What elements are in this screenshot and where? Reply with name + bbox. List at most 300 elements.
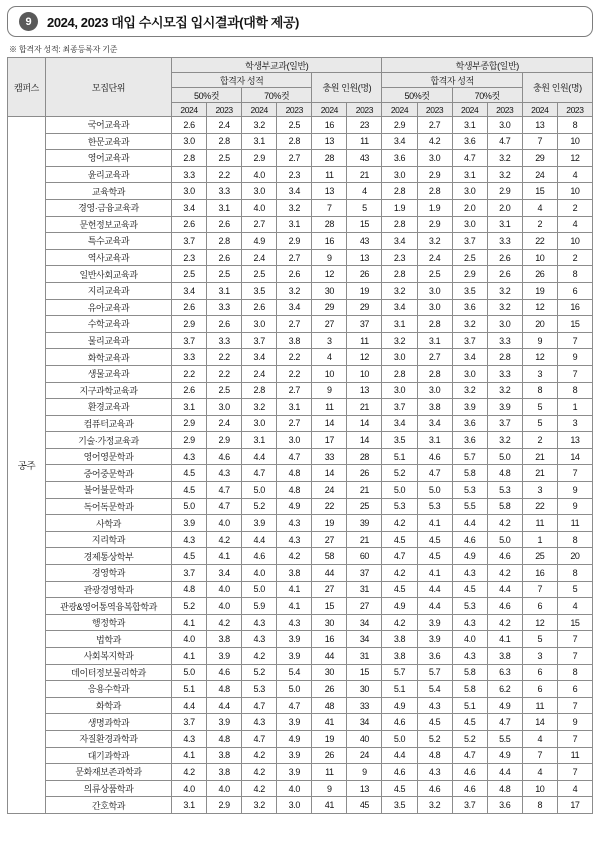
value-cell: 7 [557, 648, 592, 665]
value-cell: 3.2 [487, 166, 522, 183]
value-cell: 3.0 [242, 183, 277, 200]
value-cell: 11 [557, 747, 592, 764]
value-cell: 26 [347, 465, 382, 482]
value-cell: 2.9 [277, 233, 312, 250]
value-cell: 4.8 [487, 780, 522, 797]
value-cell: 21 [522, 448, 557, 465]
col-header-unit: 모집단위 [46, 58, 172, 117]
value-cell: 3.1 [207, 282, 242, 299]
value-cell: 3.0 [207, 399, 242, 416]
value-cell: 15 [557, 316, 592, 333]
value-cell: 2.2 [207, 166, 242, 183]
value-cell: 2.6 [207, 249, 242, 266]
value-cell: 15 [557, 614, 592, 631]
value-cell: 9 [557, 349, 592, 366]
value-cell: 11 [347, 133, 382, 150]
value-cell: 3.4 [382, 415, 417, 432]
value-cell: 1.9 [417, 199, 452, 216]
chungwon-header-jonghap: 충원 인원(명) [522, 73, 592, 103]
value-cell: 8 [557, 565, 592, 582]
value-cell: 10 [557, 233, 592, 250]
table-row [8, 648, 593, 665]
value-cell: 6.2 [487, 681, 522, 698]
value-cell: 39 [347, 515, 382, 532]
value-cell: 4.7 [207, 498, 242, 515]
value-cell: 4 [347, 183, 382, 200]
value-cell: 3.4 [382, 233, 417, 250]
table-row [8, 199, 593, 216]
unit-name: 간호학과 [46, 797, 172, 814]
value-cell: 3.5 [452, 282, 487, 299]
table-row [8, 581, 593, 598]
table-row [8, 747, 593, 764]
unit-name: 지구과학교육과 [46, 382, 172, 399]
value-cell: 3.6 [487, 797, 522, 814]
value-cell: 2.3 [382, 249, 417, 266]
value-cell: 4.2 [487, 565, 522, 582]
value-cell: 4.5 [172, 482, 207, 499]
value-cell: 2.8 [487, 349, 522, 366]
value-cell: 4.3 [242, 631, 277, 648]
value-cell: 7 [557, 465, 592, 482]
value-cell: 4.4 [417, 598, 452, 615]
unit-name: 수학교육과 [46, 316, 172, 333]
value-cell: 2.7 [277, 382, 312, 399]
value-cell: 2.2 [277, 349, 312, 366]
year-header: 2023 [207, 103, 242, 117]
value-cell: 2.9 [172, 432, 207, 449]
value-cell: 2.9 [207, 797, 242, 814]
value-cell: 3.0 [487, 117, 522, 134]
value-cell: 3.0 [172, 183, 207, 200]
table-row [8, 382, 593, 399]
value-cell: 3.6 [452, 299, 487, 316]
value-cell: 13 [557, 432, 592, 449]
unit-name: 의류상품학과 [46, 780, 172, 797]
value-cell: 5.3 [452, 482, 487, 499]
table-row [8, 664, 593, 681]
value-cell: 2.2 [277, 365, 312, 382]
value-cell: 3.2 [487, 282, 522, 299]
value-cell: 4 [557, 216, 592, 233]
value-cell: 27 [347, 598, 382, 615]
value-cell: 13 [347, 780, 382, 797]
value-cell: 4.3 [242, 714, 277, 731]
value-cell: 11 [312, 166, 347, 183]
table-row [8, 598, 593, 615]
value-cell: 7 [557, 365, 592, 382]
value-cell: 4.2 [382, 565, 417, 582]
value-cell: 4.6 [207, 664, 242, 681]
value-cell: 2.4 [417, 249, 452, 266]
value-cell: 2.6 [277, 266, 312, 283]
value-cell: 8 [557, 266, 592, 283]
table-row [8, 730, 593, 747]
unit-name: 대기과학과 [46, 747, 172, 764]
value-cell: 4.5 [452, 714, 487, 731]
value-cell: 3.0 [417, 150, 452, 167]
year-header: 2024 [382, 103, 417, 117]
unit-name: 국어교육과 [46, 117, 172, 134]
value-cell: 28 [312, 216, 347, 233]
value-cell: 3.1 [452, 166, 487, 183]
value-cell: 29 [347, 299, 382, 316]
year-header: 2024 [172, 103, 207, 117]
value-cell: 2.8 [417, 365, 452, 382]
value-cell: 14 [347, 432, 382, 449]
unit-name: 특수교육과 [46, 233, 172, 250]
table-row [8, 183, 593, 200]
value-cell: 2.5 [207, 382, 242, 399]
group-header-jonghap: 학생부종합(일반) [382, 58, 593, 73]
value-cell: 9 [312, 780, 347, 797]
table-row [8, 282, 593, 299]
unit-name: 지리교육과 [46, 282, 172, 299]
value-cell: 3.3 [487, 233, 522, 250]
value-cell: 3.9 [417, 631, 452, 648]
value-cell: 3.9 [277, 764, 312, 781]
value-cell: 4 [522, 764, 557, 781]
value-cell: 4.4 [487, 764, 522, 781]
value-cell: 9 [522, 332, 557, 349]
unit-name: 영어교육과 [46, 150, 172, 167]
value-cell: 3.8 [277, 565, 312, 582]
cut70-header-jonghap: 70%컷 [452, 88, 522, 103]
value-cell: 4.0 [207, 598, 242, 615]
value-cell: 4.7 [242, 730, 277, 747]
value-cell: 2.7 [242, 216, 277, 233]
unit-name: 사학과 [46, 515, 172, 532]
year-header: 2024 [312, 103, 347, 117]
value-cell: 22 [312, 498, 347, 515]
value-cell: 4.2 [172, 764, 207, 781]
value-cell: 4.8 [277, 465, 312, 482]
value-cell: 4.2 [242, 648, 277, 665]
value-cell: 3.0 [382, 349, 417, 366]
unit-name: 생물교육과 [46, 365, 172, 382]
value-cell: 58 [312, 548, 347, 565]
value-cell: 3.7 [242, 332, 277, 349]
value-cell: 8 [557, 382, 592, 399]
value-cell: 2.7 [277, 415, 312, 432]
value-cell: 4.4 [242, 531, 277, 548]
value-cell: 5 [522, 415, 557, 432]
unit-name: 독어독문학과 [46, 498, 172, 515]
value-cell: 4.5 [417, 531, 452, 548]
value-cell: 4.5 [382, 780, 417, 797]
value-cell: 5 [522, 631, 557, 648]
value-cell: 5.0 [382, 482, 417, 499]
value-cell: 13 [347, 382, 382, 399]
chungwon-header-gyogwa: 충원 인원(명) [312, 73, 382, 103]
value-cell: 5.0 [172, 498, 207, 515]
value-cell: 6 [522, 681, 557, 698]
value-cell: 9 [312, 382, 347, 399]
value-cell: 6 [522, 664, 557, 681]
value-cell: 33 [312, 448, 347, 465]
value-cell: 2.9 [382, 117, 417, 134]
value-cell: 2 [522, 216, 557, 233]
value-cell: 5.2 [382, 465, 417, 482]
value-cell: 5.0 [277, 681, 312, 698]
value-cell: 21 [347, 399, 382, 416]
value-cell: 3.9 [207, 648, 242, 665]
value-cell: 19 [522, 282, 557, 299]
value-cell: 3.6 [452, 133, 487, 150]
value-cell: 3.7 [172, 233, 207, 250]
table-row [8, 133, 593, 150]
table-row [8, 482, 593, 499]
value-cell: 3.4 [277, 183, 312, 200]
value-cell: 3.0 [417, 299, 452, 316]
value-cell: 34 [347, 714, 382, 731]
value-cell: 3.2 [452, 316, 487, 333]
value-cell: 4.1 [172, 648, 207, 665]
value-cell: 4.9 [452, 548, 487, 565]
value-cell: 4.6 [417, 780, 452, 797]
value-cell: 3.4 [277, 299, 312, 316]
value-cell: 3.4 [382, 133, 417, 150]
value-cell: 4.7 [452, 150, 487, 167]
value-cell: 2.7 [417, 349, 452, 366]
value-cell: 4.5 [452, 581, 487, 598]
value-cell: 4.0 [207, 515, 242, 532]
value-cell: 2.7 [277, 150, 312, 167]
value-cell: 4 [557, 598, 592, 615]
value-cell: 3.1 [277, 216, 312, 233]
value-cell: 44 [312, 565, 347, 582]
unit-name: 환경교육과 [46, 399, 172, 416]
unit-name: 문화재보존과학과 [46, 764, 172, 781]
value-cell: 3.7 [172, 332, 207, 349]
value-cell: 4.8 [277, 482, 312, 499]
value-cell: 3.4 [382, 299, 417, 316]
value-cell: 7 [522, 133, 557, 150]
unit-name: 자질환경과학과 [46, 730, 172, 747]
value-cell: 4.6 [382, 764, 417, 781]
value-cell: 3.0 [242, 415, 277, 432]
unit-name: 중어중문학과 [46, 465, 172, 482]
value-cell: 12 [522, 349, 557, 366]
value-cell: 24 [312, 482, 347, 499]
table-row [8, 332, 593, 349]
value-cell: 5 [557, 581, 592, 598]
value-cell: 41 [312, 797, 347, 814]
value-cell: 45 [347, 797, 382, 814]
value-cell: 2.8 [207, 233, 242, 250]
value-cell: 3.0 [382, 382, 417, 399]
table-row [8, 266, 593, 283]
value-cell: 4.5 [417, 714, 452, 731]
score-header-jonghap: 합격자 성적 [382, 73, 522, 88]
table-header [8, 58, 593, 117]
value-cell: 4.2 [487, 614, 522, 631]
value-cell: 2.9 [487, 183, 522, 200]
value-cell: 9 [557, 498, 592, 515]
value-cell: 4.3 [172, 730, 207, 747]
value-cell: 3.1 [382, 316, 417, 333]
year-header: 2023 [417, 103, 452, 117]
value-cell: 17 [557, 797, 592, 814]
value-cell: 2 [557, 249, 592, 266]
value-cell: 14 [312, 415, 347, 432]
unit-name: 화학과 [46, 697, 172, 714]
value-cell: 4 [557, 780, 592, 797]
value-cell: 5.2 [452, 730, 487, 747]
value-cell: 3.1 [242, 432, 277, 449]
value-cell: 3.2 [277, 199, 312, 216]
value-cell: 3 [522, 482, 557, 499]
unit-name: 생명과학과 [46, 714, 172, 731]
value-cell: 34 [347, 631, 382, 648]
value-cell: 5.3 [452, 598, 487, 615]
value-cell: 2.9 [172, 316, 207, 333]
value-cell: 3.0 [172, 133, 207, 150]
value-cell: 3.9 [452, 399, 487, 416]
value-cell: 4 [522, 730, 557, 747]
value-cell: 28 [347, 448, 382, 465]
value-cell: 4.7 [417, 465, 452, 482]
group-header-gyogwa: 학생부교과(일반) [172, 58, 382, 73]
value-cell: 3.7 [172, 714, 207, 731]
value-cell: 20 [522, 316, 557, 333]
value-cell: 2.8 [382, 183, 417, 200]
value-cell: 6 [557, 681, 592, 698]
table-row [8, 365, 593, 382]
admission-results-table [7, 57, 593, 814]
value-cell: 4.3 [417, 697, 452, 714]
table-row [8, 249, 593, 266]
value-cell: 5.8 [487, 498, 522, 515]
value-cell: 4 [557, 166, 592, 183]
section-number-badge: 9 [19, 12, 38, 31]
value-cell: 4.6 [417, 448, 452, 465]
value-cell: 3.7 [452, 797, 487, 814]
value-cell: 1 [557, 399, 592, 416]
value-cell: 2.6 [242, 299, 277, 316]
table-row [8, 216, 593, 233]
unit-name: 역사교육과 [46, 249, 172, 266]
value-cell: 5.3 [417, 498, 452, 515]
value-cell: 19 [347, 282, 382, 299]
value-cell: 4.9 [487, 747, 522, 764]
value-cell: 2.5 [417, 266, 452, 283]
unit-name: 관광경영학과 [46, 581, 172, 598]
value-cell: 27 [312, 531, 347, 548]
value-cell: 15 [312, 598, 347, 615]
value-cell: 2.6 [172, 216, 207, 233]
value-cell: 3.1 [277, 399, 312, 416]
value-cell: 15 [347, 216, 382, 233]
value-cell: 4.8 [487, 465, 522, 482]
value-cell: 44 [312, 648, 347, 665]
value-cell: 28 [312, 150, 347, 167]
value-cell: 2.9 [417, 166, 452, 183]
cut50-header-gyogwa: 50%컷 [172, 88, 242, 103]
value-cell: 11 [312, 764, 347, 781]
value-cell: 27 [312, 581, 347, 598]
value-cell: 2.8 [417, 183, 452, 200]
value-cell: 5.3 [242, 681, 277, 698]
unit-name: 윤리교육과 [46, 166, 172, 183]
value-cell: 8 [557, 117, 592, 134]
value-cell: 4.2 [242, 780, 277, 797]
value-cell: 3.4 [172, 199, 207, 216]
value-cell: 2 [522, 432, 557, 449]
table-row [8, 714, 593, 731]
value-cell: 3 [312, 332, 347, 349]
value-cell: 4.3 [172, 531, 207, 548]
value-cell: 4.2 [382, 614, 417, 631]
value-cell: 4.2 [207, 614, 242, 631]
value-cell: 3.1 [417, 332, 452, 349]
value-cell: 3.9 [277, 648, 312, 665]
value-cell: 4.3 [277, 531, 312, 548]
value-cell: 4.5 [382, 531, 417, 548]
value-cell: 10 [522, 780, 557, 797]
value-cell: 2.5 [452, 249, 487, 266]
value-cell: 29 [312, 299, 347, 316]
value-cell: 6 [557, 282, 592, 299]
value-cell: 4.6 [452, 780, 487, 797]
value-cell: 3.3 [487, 365, 522, 382]
value-cell: 26 [312, 681, 347, 698]
value-cell: 4 [522, 199, 557, 216]
value-cell: 11 [312, 399, 347, 416]
value-cell: 15 [347, 664, 382, 681]
value-cell: 4.1 [277, 598, 312, 615]
value-cell: 3.2 [242, 797, 277, 814]
value-cell: 14 [557, 448, 592, 465]
unit-name: 일반사회교육과 [46, 266, 172, 283]
value-cell: 23 [347, 117, 382, 134]
unit-name: 교육학과 [46, 183, 172, 200]
value-cell: 4.2 [382, 515, 417, 532]
value-cell: 6.3 [487, 664, 522, 681]
value-cell: 12 [347, 349, 382, 366]
value-cell: 4.3 [242, 614, 277, 631]
value-cell: 4.9 [382, 598, 417, 615]
value-cell: 3.3 [172, 166, 207, 183]
value-cell: 3.0 [417, 282, 452, 299]
value-cell: 4.9 [242, 233, 277, 250]
value-cell: 3.6 [452, 432, 487, 449]
value-cell: 3.0 [417, 382, 452, 399]
unit-name: 사회복지학과 [46, 648, 172, 665]
value-cell: 4.6 [382, 714, 417, 731]
value-cell: 2.6 [487, 266, 522, 283]
value-cell: 2.6 [172, 382, 207, 399]
year-header: 2024 [452, 103, 487, 117]
value-cell: 4.1 [277, 581, 312, 598]
value-cell: 2.2 [207, 349, 242, 366]
unit-name: 물리교육과 [46, 332, 172, 349]
value-cell: 3.9 [487, 399, 522, 416]
value-cell: 7 [522, 581, 557, 598]
value-cell: 33 [347, 697, 382, 714]
value-cell: 4.3 [417, 764, 452, 781]
value-cell: 11 [522, 697, 557, 714]
value-cell: 7 [557, 631, 592, 648]
value-cell: 43 [347, 233, 382, 250]
value-cell: 21 [522, 465, 557, 482]
value-cell: 2.5 [172, 266, 207, 283]
value-cell: 4.0 [242, 199, 277, 216]
value-cell: 3.7 [382, 399, 417, 416]
value-cell: 22 [522, 233, 557, 250]
value-cell: 37 [347, 565, 382, 582]
value-cell: 2.3 [277, 166, 312, 183]
